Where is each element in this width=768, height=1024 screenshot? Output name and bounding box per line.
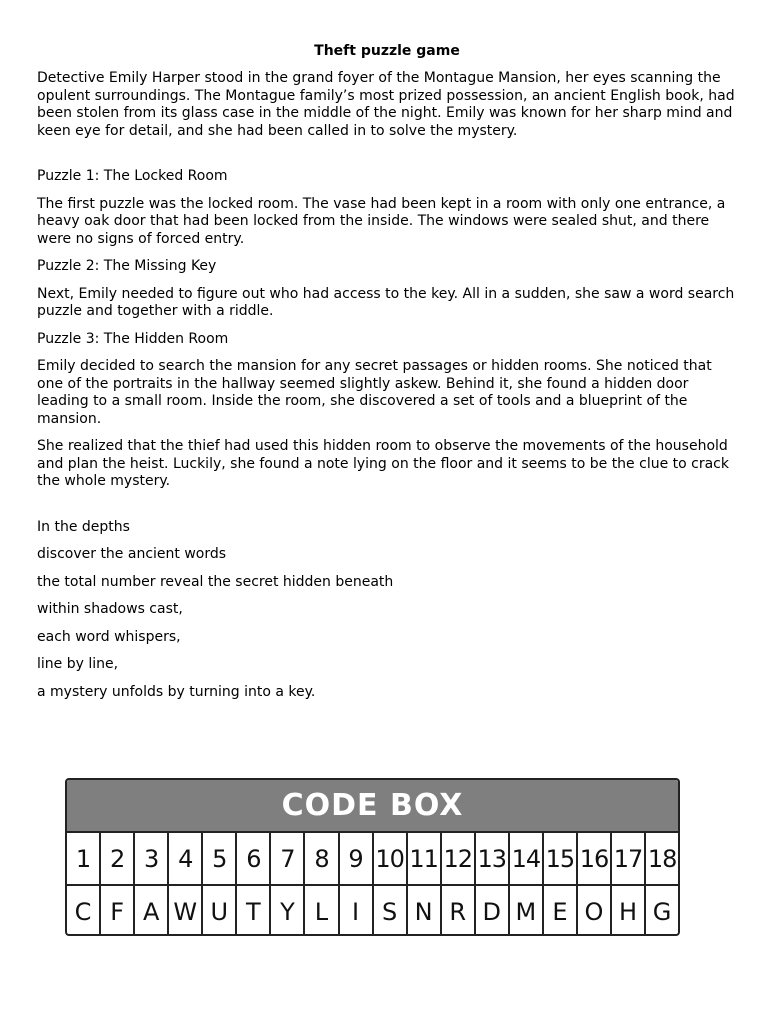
intro-paragraph: Detective Emily Harper stood in the grand foyer of the Montague Mansion, her eyes scanning the opulent surroundings. The Montague family’s most prized possession, an ancient English book, had been stolen from its glass case in the middle of the night. Emily was known for her sharp mind and keen eye for detail, and she had been called in to solve the mystery. xyxy=(37,70,735,139)
puzzle-heading: Puzzle 3: The Hidden Room xyxy=(37,330,229,347)
document-title: Theft puzzle game xyxy=(314,43,460,59)
puzzle-paragraph: Next, Emily needed to figure out who had access to the key. All in a sudden, she saw a word search puzzle and together with a riddle. xyxy=(37,285,735,319)
riddle-line: In the depths xyxy=(37,518,130,535)
code-number-cell: 18 xyxy=(647,844,677,873)
riddle-line: within shadows cast, xyxy=(37,601,183,617)
code-number-cell: 16 xyxy=(578,833,612,884)
code-letter-cell: R xyxy=(442,886,476,936)
code-number-cell: 9 xyxy=(340,833,374,884)
riddle-line: line by line, xyxy=(37,656,119,672)
code-letter-cell: W xyxy=(169,886,203,936)
code-letter-cell: H xyxy=(612,886,646,936)
code-letter-cell: L xyxy=(305,886,339,936)
code-number-cell: 5 xyxy=(203,833,237,884)
puzzle-paragraph: She realized that the thief had used this hidden room to observe the movements of the household and plan the heist. Luckily, she found a note lying on the floor and it seems to be the clue to crack the whole mystery. xyxy=(37,438,729,489)
code-letter-cell: S xyxy=(374,886,408,936)
puzzle-paragraph: The first puzzle was the locked room. The vase had been kept in a room with only one entrance, a heavy oak door that had been locked from the inside. The windows were sealed shut, and there were no signs of forced entry. xyxy=(37,195,726,247)
code-number-cell: 4 xyxy=(169,833,203,884)
code-number-cell: 7 xyxy=(271,833,305,884)
riddle-line: the total number reveal the secret hidden beneath xyxy=(37,573,394,590)
code-letter-cell: F xyxy=(101,886,135,936)
document-page xyxy=(37,42,737,711)
riddle-line: a mystery unfolds by turning into a key. xyxy=(37,683,316,700)
code-number-cell: 6 xyxy=(237,833,271,884)
code-letter-cell: E xyxy=(544,886,578,936)
puzzle-paragraph: Emily decided to search the mansion for any secret passages or hidden rooms. She noticed that one of the portraits in the hallway seemed slightly askew. Behind it, she found a hidden door leading to a small room. Inside the room, she discovered a set of tools and a blueprint of the mansion. xyxy=(37,358,712,427)
code-number-cell: 1 xyxy=(67,833,101,884)
spacer xyxy=(37,501,737,519)
code-number-cell: 2 xyxy=(101,833,135,884)
code-letter-row xyxy=(67,886,678,936)
code-letter-cell: C xyxy=(67,886,101,936)
code-box xyxy=(65,778,680,936)
code-number-cell: 11 xyxy=(408,833,442,884)
puzzle-heading: Puzzle 2: The Missing Key xyxy=(37,258,217,274)
code-letter-cell: M xyxy=(510,886,544,936)
code-box-title: CODE BOX xyxy=(67,780,678,833)
code-number-cell: 17 xyxy=(612,833,646,884)
code-letter-cell: O xyxy=(578,886,612,936)
code-letter-cell: D xyxy=(476,886,510,936)
code-letter-cell: A xyxy=(135,886,169,936)
code-number-cell: 3 xyxy=(135,833,169,884)
code-number-cell: 8 xyxy=(305,833,339,884)
code-number-cell: 13 xyxy=(476,833,510,884)
code-letter-cell: Y xyxy=(271,886,305,936)
code-letter-cell: I xyxy=(340,886,374,936)
puzzle-heading: Puzzle 1: The Locked Room xyxy=(37,168,228,184)
code-letter-cell: T xyxy=(237,886,271,936)
code-letter-cell: G xyxy=(652,897,672,926)
code-number-cell: 10 xyxy=(374,833,408,884)
spacer xyxy=(37,150,737,168)
code-number-row xyxy=(67,833,678,886)
riddle-line: discover the ancient words xyxy=(37,546,227,562)
code-number-cell: 15 xyxy=(544,833,578,884)
code-letter-cell: N xyxy=(408,886,442,936)
code-number-cell: 12 xyxy=(442,833,476,884)
code-number-cell: 14 xyxy=(510,833,544,884)
code-letter-cell: U xyxy=(203,886,237,936)
riddle-line: each word whispers, xyxy=(37,628,181,645)
